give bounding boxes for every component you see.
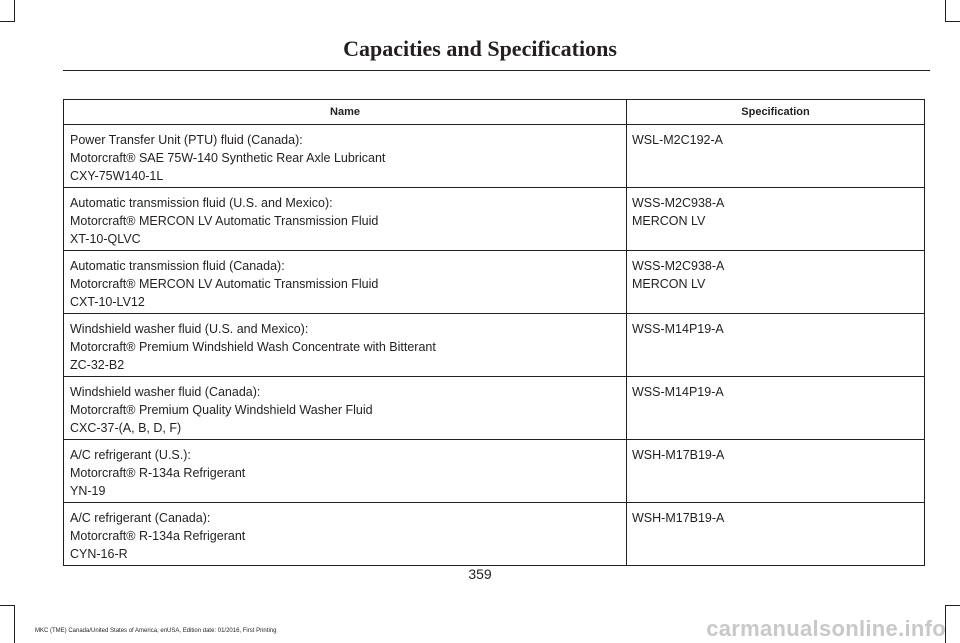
fluid-name-line: Windshield washer fluid (U.S. and Mexico): — [70, 322, 309, 336]
crop-mark — [0, 605, 15, 606]
specification-cell — [627, 251, 925, 314]
specification-cell — [627, 377, 925, 440]
page-number: 359 — [468, 566, 492, 582]
fluid-name-cell — [64, 188, 627, 251]
fluid-name-line: Power Transfer Unit (PTU) fluid (Canada): — [70, 133, 303, 147]
column-header-specification: Specification — [627, 100, 925, 125]
watermark-logo: carmanualsonline.info — [706, 616, 946, 641]
fluid-name-line: Windshield washer fluid (Canada): — [70, 385, 261, 399]
specification-cell — [627, 125, 925, 188]
header-divider — [63, 70, 930, 71]
table-row — [64, 125, 925, 188]
table-header-row — [64, 100, 925, 125]
table-row — [64, 377, 925, 440]
specification-line: WSS-M2C938-A — [632, 259, 725, 273]
table-row — [64, 251, 925, 314]
fluid-name-line: A/C refrigerant (U.S.): — [70, 448, 191, 462]
crop-mark — [14, 0, 15, 22]
specification-line: MERCON LV — [632, 277, 706, 291]
fluid-name-cell — [64, 503, 627, 566]
fluid-name-line: XT-10-QLVC — [70, 232, 141, 246]
crop-mark — [0, 21, 15, 22]
table-row — [64, 503, 925, 566]
crop-mark — [945, 605, 960, 606]
specifications-table — [63, 99, 925, 566]
fluid-name-line: A/C refrigerant (Canada): — [70, 511, 211, 525]
specification-line: WSS-M14P19-A — [632, 385, 724, 399]
fluid-name-line: Motorcraft® MERCON LV Automatic Transmission Fluid — [70, 214, 379, 228]
column-header-name: Name — [64, 100, 627, 125]
fluid-name-line: Motorcraft® Premium Quality Windshield Washer Fluid — [70, 403, 373, 417]
fluid-name-cell — [64, 377, 627, 440]
specification-line: WSH-M17B19-A — [632, 511, 725, 525]
crop-mark — [945, 21, 960, 22]
specification-line: MERCON LV — [632, 214, 706, 228]
specification-cell — [627, 314, 925, 377]
fluid-name-line: CXT-10-LV12 — [70, 295, 145, 309]
specification-line: WSH-M17B19-A — [632, 448, 725, 462]
fluid-name-line: Automatic transmission fluid (U.S. and Mexico): — [70, 196, 333, 210]
specification-line: WSS-M14P19-A — [632, 322, 724, 336]
crop-mark — [945, 0, 946, 22]
fluid-name-line: Motorcraft® R-134a Refrigerant — [70, 466, 246, 480]
fluid-name-line: CXC-37-(A, B, D, F) — [70, 421, 182, 435]
specification-line: WSL-M2C192-A — [632, 133, 723, 147]
table-row — [64, 314, 925, 377]
fluid-name-line: ZC-32-B2 — [70, 358, 125, 372]
fluid-name-line: CXY-75W140-1L — [70, 169, 164, 183]
fluid-name-cell — [64, 125, 627, 188]
footer-edition-text: MKC (TME) Canada/United States of America, enUSA, Edition date: 01/2016, First Printing — [35, 628, 277, 634]
crop-mark — [14, 605, 15, 643]
specification-line: WSS-M2C938-A — [632, 196, 725, 210]
fluid-name-line: Automatic transmission fluid (Canada): — [70, 259, 285, 273]
fluid-name-line: Motorcraft® SAE 75W-140 Synthetic Rear Axle Lubricant — [70, 151, 386, 165]
table-row — [64, 440, 925, 503]
fluid-name-cell — [64, 251, 627, 314]
fluid-name-line: CYN-16-R — [70, 547, 128, 561]
specification-cell — [627, 440, 925, 503]
fluid-name-line: Motorcraft® Premium Windshield Wash Concentrate with Bitterant — [70, 340, 436, 354]
specification-cell — [627, 503, 925, 566]
table-row — [64, 188, 925, 251]
fluid-name-line: Motorcraft® MERCON LV Automatic Transmission Fluid — [70, 277, 379, 291]
specification-cell — [627, 188, 925, 251]
fluid-name-line: YN-19 — [70, 484, 106, 498]
fluid-name-cell — [64, 440, 627, 503]
fluid-name-line: Motorcraft® R-134a Refrigerant — [70, 529, 246, 543]
page-title: Capacities and Specifications — [343, 36, 617, 61]
fluid-name-cell — [64, 314, 627, 377]
